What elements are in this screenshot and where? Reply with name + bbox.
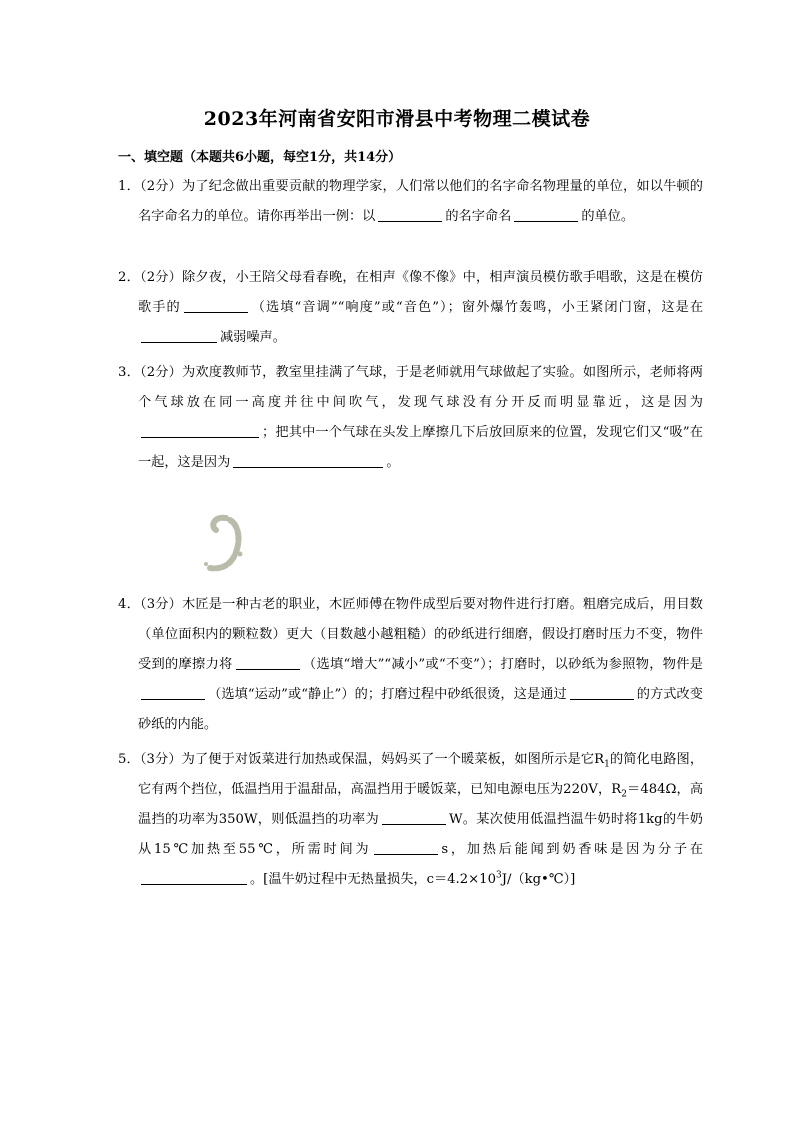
q3-text-a: 3．（2分）为欢度教师节，教室里挂满了气球，于是老师就用气球做起了实验。如图所示，老师将两个气球放在同一高度并往中间吹气，发现气球没有分开反而明显靠近，这是因为: [118, 365, 703, 410]
q4-text-b: （选填“增大”“减小”或“不变”）；打磨时，以砂纸为参照物，物件是: [302, 657, 703, 672]
q5-blank-3[interactable]: [141, 870, 247, 885]
q5-sub-2: 2: [621, 789, 627, 800]
exam-title: 2023年河南省安阳市滑县中考物理二模试卷: [203, 108, 591, 130]
q2-blank-2[interactable]: [141, 328, 217, 343]
q3-blank-2[interactable]: [233, 453, 383, 468]
q1-blank-1[interactable]: [378, 207, 442, 222]
q4-text-c: （选填“运动”或“静止”）的；打磨过程中砂纸很烫，这是通过: [208, 687, 567, 702]
q5-blank-1[interactable]: [382, 810, 446, 825]
q5-sub-1: 1: [604, 759, 610, 770]
q5-text-b: 的简化电路图，它有两个挡位，低温挡用于温甜品，高温挡用于暖饭菜，已知电源电压为220V，R: [138, 752, 704, 797]
q3-blank-1[interactable]: [141, 423, 259, 438]
q2-text-a: 2．（2分）除夕夜，小王陪父母看春晚，在相声《像不像》中，相声演员模仿歌手唱歌，这是在模仿歌手的: [118, 270, 703, 315]
q2-text-b: （选填“音调”“响度”或“音色”）；窗外爆竹轰鸣，小王紧闭门窗，这是在: [250, 300, 704, 315]
q5-text-f: 。[温牛奶过程中无热量损失，c＝4.2×10: [250, 872, 496, 887]
question-4: [118, 590, 703, 740]
q5-text-c: ＝484Ω，高温挡的功率为350W，则低温挡的功率为: [138, 782, 704, 827]
q1-blank-2[interactable]: [514, 207, 578, 222]
question-5: [118, 745, 703, 895]
question-3: [118, 358, 703, 478]
q5-blank-2[interactable]: [374, 840, 438, 855]
question-2: [118, 263, 703, 353]
q5-text-d: W。某次使用低温挡温牛奶时将1kg的牛奶从15℃加热至55℃，所需时间为: [138, 812, 703, 857]
q3-text-c: 。: [386, 455, 400, 470]
question-1: [118, 172, 703, 232]
q2-text-c: 减弱噪声。: [220, 330, 286, 345]
q5-sup: 3: [495, 870, 502, 881]
q5-text-e: s，加热后能闻到奶香味是因为分子在: [441, 842, 703, 857]
q5-text-a: 5．（3分）为了便于对饭菜进行加热或保温，妈妈买了一个暖菜板，如图所示是它R: [118, 752, 605, 767]
section-heading: 一、填空题（本题共6小题，每空1分，共14分）: [118, 150, 402, 165]
q4-text-d: 的方式改变砂纸的内能。: [138, 687, 703, 732]
q4-text-a: 4．（3分）木匠是一种古老的职业，木匠师傅在物件成型后要对物件进行打磨。粗磨完成后，用目数（单位面积内的颗粒数）更大（目数越小越粗糙）的砂纸进行细磨，假设打磨时压力不变，物件受到的摩擦力将: [118, 597, 703, 672]
q4-blank-2[interactable]: [141, 685, 205, 700]
q1-text-c: 的单位。: [581, 209, 635, 224]
q4-blank-1[interactable]: [236, 655, 300, 670]
q1-text-a: 1．（2分）为了纪念做出重要贡献的物理学家，人们常以他们的名字命名物理量的单位，如以牛顿的名字命名力的单位。请你再举出一例：以: [118, 179, 703, 224]
q4-blank-3[interactable]: [570, 685, 634, 700]
q1-text-b: 的名字命名: [445, 209, 512, 224]
balloon-figure: [196, 512, 248, 578]
q5-text-g: J/（kg•℃）]: [501, 872, 576, 887]
q2-blank-1[interactable]: [184, 298, 248, 313]
q3-text-b: ；把其中一个气球在头发上摩擦几下后放回原来的位置，发现它们又“吸”在一起，这是因为: [138, 425, 703, 470]
